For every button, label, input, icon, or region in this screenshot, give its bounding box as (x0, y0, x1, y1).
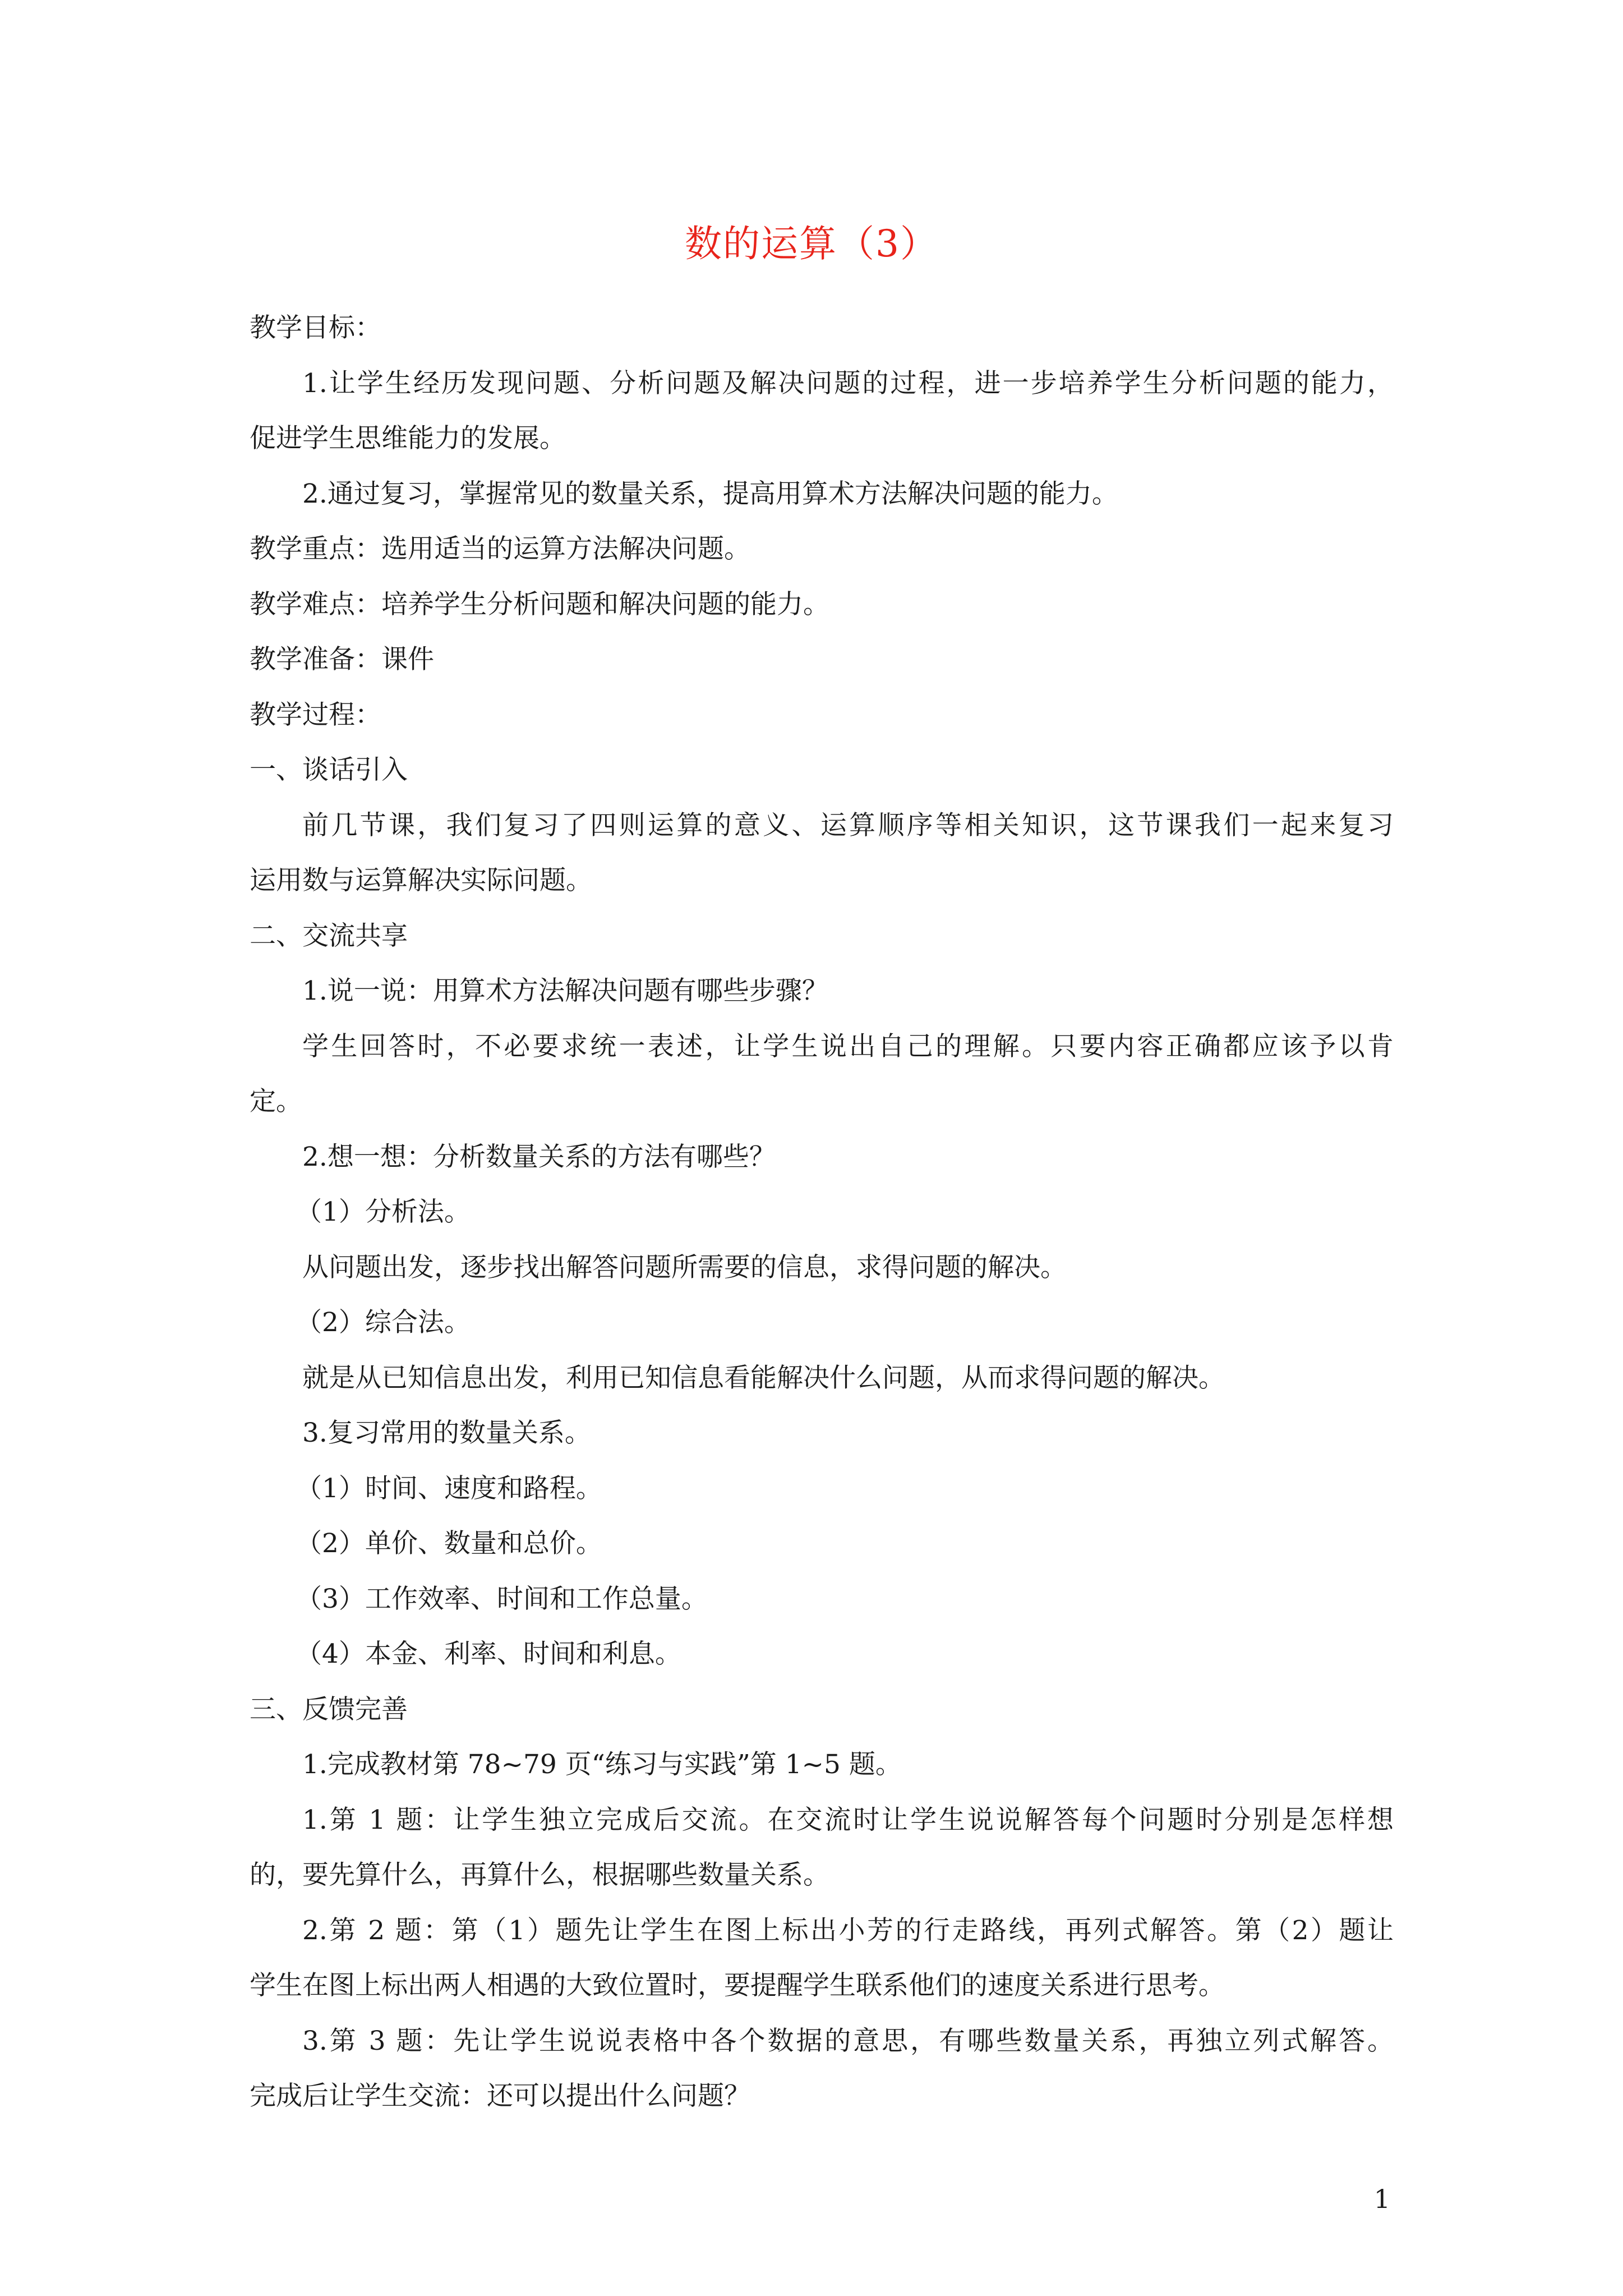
list-item: （1）分析法。 (296, 1197, 471, 1227)
list-item: （2）单价、数量和总价。 (296, 1528, 602, 1559)
paragraph-line: 3.复习常用的数量关系。 (302, 1418, 591, 1448)
document-body (250, 301, 1394, 2124)
paragraph-line: 完成后让学生交流：还可以提出什么问题？ (250, 2081, 750, 2111)
paragraph-line: 1.让学生经历发现问题、分析问题及解决问题的过程，进一步培养学生分析问题的能力， (302, 367, 1394, 399)
heading-difficulty: 教学难点：培养学生分析问题和解决问题的能力。 (250, 588, 829, 620)
paragraph-line: 2.通过复习，掌握常见的数量关系，提高用算术方法解决问题的能力。 (302, 478, 1118, 509)
section-heading: 三、反馈完善 (250, 1694, 408, 1725)
paragraph-line: 1.说一说：用算术方法解决问题有哪些步骤？ (302, 976, 828, 1006)
list-item: （4）本金、利率、时间和利息。 (296, 1639, 681, 1669)
list-item: （2）综合法。 (296, 1307, 471, 1338)
paragraph-line: 2.想一想：分析数量关系的方法有哪些？ (302, 1141, 776, 1172)
heading-preparation: 教学准备：课件 (250, 644, 434, 675)
paragraph-line: 定。 (250, 1086, 302, 1117)
section-heading: 二、交流共享 (250, 920, 408, 951)
paragraph-line: 3.第 3 题：先让学生说说表格中各个数据的意思，有哪些数量关系，再独立列式解答。 (302, 2025, 1394, 2056)
paragraph-line: 前几节课，我们复习了四则运算的意义、运算顺序等相关知识，这节课我们一起来复习 (302, 809, 1394, 841)
paragraph-line: 从问题出发，逐步找出解答问题所需要的信息，求得问题的解决。 (302, 1251, 1067, 1283)
paragraph-line: 2.第 2 题：第（1）题先让学生在图上标出小芳的行走路线，再列式解答。第（2）题让 (302, 1915, 1394, 1946)
paragraph-line: 运用数与运算解决实际问题。 (250, 865, 592, 896)
paragraph-line: 学生在图上标出两人相遇的大致位置时，要提醒学生联系他们的速度关系进行思考。 (250, 1970, 1225, 2001)
document-title: 数的运算（3） (685, 222, 938, 265)
list-item: （1）时间、速度和路程。 (296, 1473, 602, 1504)
heading-teaching-goals: 教学目标： (250, 312, 381, 343)
section-heading: 一、谈话引入 (250, 754, 408, 785)
paragraph-line: 促进学生思维能力的发展。 (250, 423, 566, 454)
paragraph-line: 1.第 1 题：让学生独立完成后交流。在交流时让学生说说解答每个问题时分别是怎样想 (302, 1804, 1394, 1835)
list-item: （3）工作效率、时间和工作总量。 (296, 1583, 708, 1614)
paragraph-line: 学生回答时，不必要求统一表述，让学生说出自己的理解。只要内容正确都应该予以肯 (302, 1030, 1394, 1062)
page-number: 1 (1373, 2184, 1390, 2214)
paragraph-line: 的，要先算什么，再算什么，根据哪些数量关系。 (250, 1860, 829, 1890)
heading-process: 教学过程： (250, 699, 381, 730)
heading-key-point: 教学重点：选用适当的运算方法解决问题。 (250, 533, 750, 564)
paragraph-line: 1.完成教材第 78~79 页“练习与实践”第 1~5 题。 (302, 1749, 902, 1780)
paragraph-line: 就是从已知信息出发，利用已知信息看能解决什么问题，从而求得问题的解决。 (302, 1362, 1225, 1393)
